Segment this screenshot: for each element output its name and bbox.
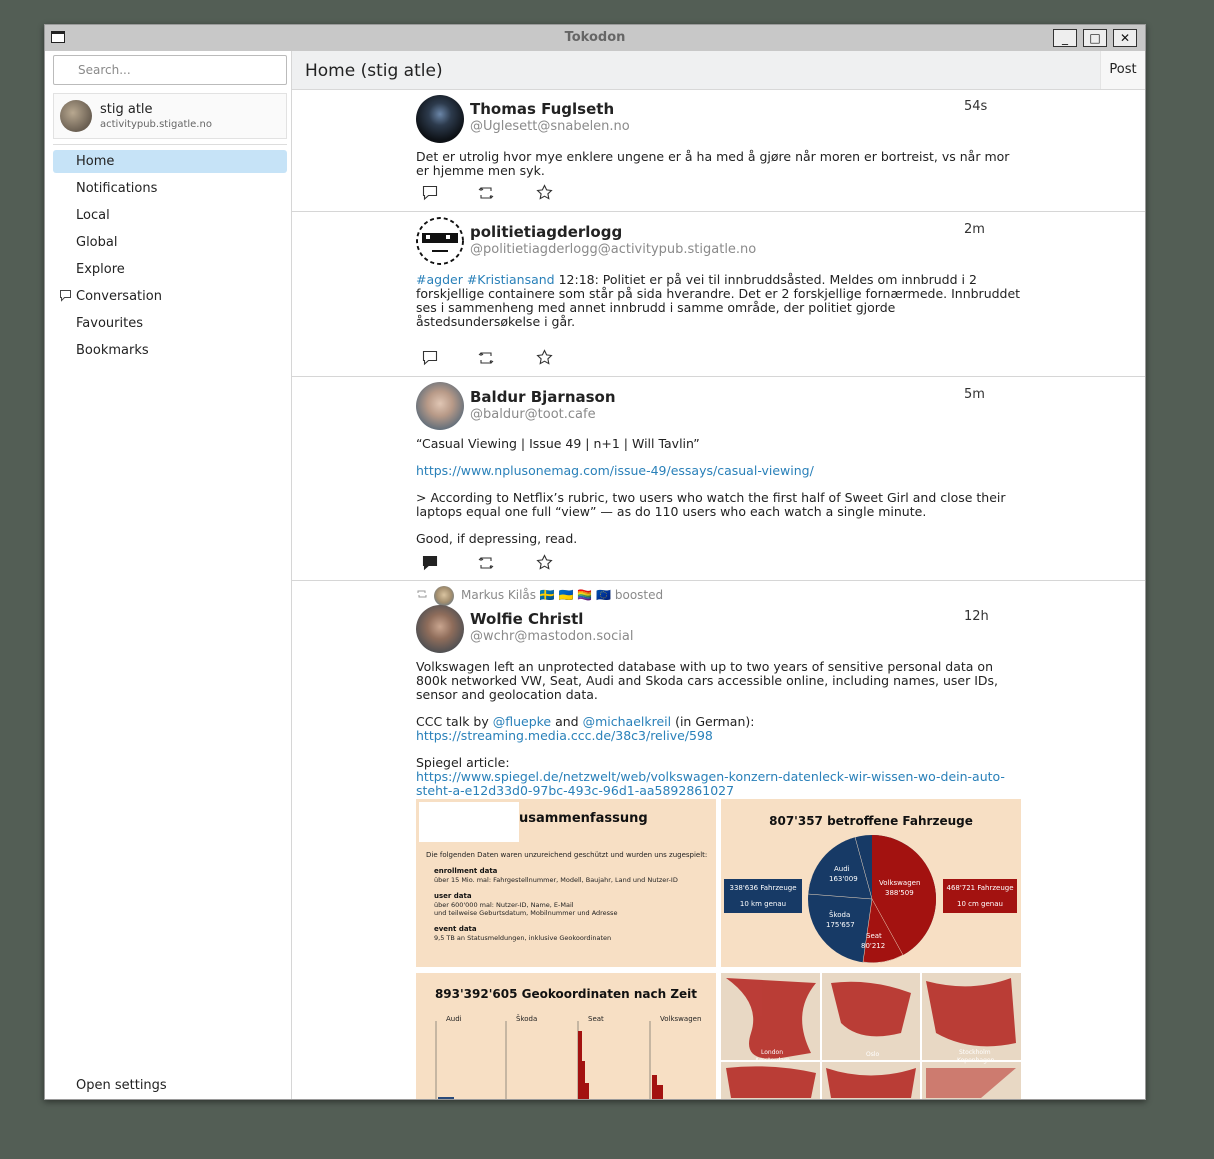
- map-label: Amsterdam: [755, 1057, 790, 1064]
- legend-text: 10 km genau: [739, 900, 787, 908]
- post-timestamp: 54s: [964, 99, 988, 114]
- post-text: Det er utrolig hvor mye enklere ungene er å ha med å gjøre når moren er bortreist, vs når mor er hjemme men syk.: [416, 149, 1010, 178]
- sidebar-item-explore[interactable]: [53, 258, 287, 285]
- slide-text: über 15 Mio. mal: Fahrgestellnummer, Modell, Baujahr, Land und Nutzer-ID: [434, 876, 678, 884]
- histogram-graphic: [416, 1021, 716, 1099]
- account-instance: activitypub.stigatle.no: [100, 119, 212, 130]
- maximize-button[interactable]: □: [1083, 29, 1107, 47]
- media-attachment[interactable]: [721, 799, 1021, 967]
- search-input[interactable]: [54, 56, 286, 84]
- sidebar-item-label: Local: [76, 208, 110, 223]
- hashtag-link[interactable]: #Kristiansand: [466, 272, 555, 287]
- sidebar-item-label: Explore: [76, 262, 125, 277]
- chart-label: Volkswagen: [660, 1015, 702, 1023]
- sidebar-item-conversation[interactable]: [53, 285, 287, 312]
- timeline[interactable]: [292, 89, 1145, 1099]
- pie-label: 163'009: [829, 875, 858, 883]
- boosted-by-label[interactable]: Markus Kilås 🇸🇪 🇺🇦 🏳️‍🌈 🇪🇺 boosted: [461, 588, 664, 602]
- post-text: “Casual Viewing | Issue 49 | n+1 | Will Tavlin”: [416, 436, 700, 451]
- sidebar-item-label: Conversation: [76, 289, 162, 304]
- sidebar-item-label: Notifications: [76, 181, 158, 196]
- sidebar-item-global[interactable]: [53, 231, 287, 258]
- pie-label: Škoda: [829, 911, 851, 919]
- slide-text: über 600'000 mal: Nutzer-ID, Name, E-Mail: [434, 901, 574, 909]
- heatmap-graphic: [721, 973, 1021, 1099]
- post-author-name[interactable]: politietiagderlogg: [470, 223, 623, 241]
- slide-text: und teilweise Geburtsdatum, Mobilnummer und Adresse: [434, 909, 618, 917]
- avatar: [60, 100, 92, 132]
- search-box: [53, 55, 287, 85]
- pie-label: 80'212: [861, 942, 886, 950]
- post-text: (in German):: [671, 714, 755, 729]
- page-header: [292, 51, 1145, 90]
- sidebar-item-label: Favourites: [76, 316, 143, 331]
- post-author-handle: @wchr@mastodon.social: [470, 629, 634, 644]
- sidebar-item-label: Home: [76, 154, 115, 169]
- sidebar-item-bookmarks[interactable]: [53, 339, 287, 366]
- minimize-button[interactable]: _: [1053, 29, 1077, 47]
- pie-label: 175'657: [826, 921, 855, 929]
- avatar[interactable]: [416, 217, 464, 265]
- post-text: CCC talk by: [416, 714, 493, 729]
- post-author-handle: @politietiagderlogg@activitypub.stigatle.no: [470, 242, 757, 257]
- map-label: London: [761, 1049, 783, 1056]
- post-content: [416, 660, 1022, 798]
- mention-link[interactable]: @fluepke: [492, 714, 552, 729]
- post-timestamp: 12h: [964, 609, 989, 624]
- window-title: Tokodon: [564, 30, 626, 45]
- post-actions: [416, 183, 576, 201]
- post-content: [416, 273, 1022, 342]
- open-settings-link[interactable]: Open settings: [76, 1078, 167, 1093]
- reply-icon[interactable]: [422, 185, 438, 201]
- post-text: Good, if depressing, read.: [416, 531, 578, 546]
- post-card: [292, 89, 1145, 212]
- pie-label: 388'509: [885, 889, 914, 897]
- chart-label: Audi: [446, 1015, 462, 1023]
- post-text: Volkswagen left an unprotected database with up to two years of sensitive personal data on 800k networked VW, Seat, Audi and Skoda cars accessible online, including names, user IDs, sensor and geolocation data.: [416, 659, 999, 702]
- boost-icon[interactable]: [478, 555, 495, 571]
- title-bar[interactable]: [45, 25, 1145, 52]
- avatar[interactable]: [434, 586, 454, 606]
- avatar[interactable]: [416, 605, 464, 653]
- post-author-name[interactable]: Thomas Fuglseth: [470, 100, 615, 118]
- chat-bubble-icon: [59, 289, 72, 302]
- post-author-name[interactable]: Baldur Bjarnason: [470, 388, 616, 406]
- boost-icon[interactable]: [478, 185, 495, 201]
- media-attachment[interactable]: [416, 973, 716, 1099]
- post-author-name[interactable]: Wolfie Christl: [470, 610, 584, 628]
- account-name: stig atle: [100, 102, 153, 117]
- sidebar: [45, 51, 292, 1099]
- slide-title: usammenfassung: [519, 811, 648, 826]
- pie-label: Seat: [866, 932, 882, 940]
- sidebar-item-home[interactable]: [53, 150, 287, 173]
- post-text: 12:18: Politiet er på vei til innbruddsåsted. Meldes om innbrudd i 2 forskjellige containere som står på sida hverandre. Det er 2 forskjellige fornærmede. Innbruddet ses i sammenheng med annet innbrudd i samme område, der politiet gjorde åstedsundersøkelse i går.: [416, 272, 1021, 329]
- hashtag-link[interactable]: #agder: [416, 272, 463, 287]
- favourite-icon[interactable]: [536, 349, 553, 366]
- chart-label: Seat: [588, 1015, 604, 1023]
- slide-title: 893'392'605 Geokoordinaten nach Zeit: [434, 987, 698, 1001]
- map-label: Stockholm: [959, 1049, 991, 1056]
- post-content: [416, 437, 1022, 559]
- sidebar-item-local[interactable]: [53, 204, 287, 231]
- sidebar-item-favourites[interactable]: [53, 312, 287, 339]
- map-label: Oslo: [866, 1051, 880, 1058]
- slide-text: enrollment data: [434, 867, 498, 875]
- boost-icon[interactable]: [478, 350, 495, 366]
- post-card: [292, 581, 1145, 1099]
- account-switcher[interactable]: [53, 93, 287, 139]
- chart-label: Škoda: [516, 1015, 538, 1023]
- slide-title: 807'357 betroffene Fahrzeuge: [769, 814, 973, 828]
- post-timestamp: 5m: [964, 387, 985, 402]
- post-text: > According to Netflix’s rubric, two users who watch the first half of Sweet Girl and close their laptops equal one full “view” — as do 110 users who each watch a single minute.: [416, 490, 1006, 519]
- post-author-handle: @Uglesett@snabelen.no: [470, 119, 630, 134]
- slide-text: user data: [434, 892, 472, 900]
- post-card: [292, 377, 1145, 581]
- post-text: and: [551, 714, 583, 729]
- sidebar-item-label: Bookmarks: [76, 343, 149, 358]
- media-attachment[interactable]: [416, 799, 716, 967]
- pie-label: Audi: [834, 865, 850, 873]
- avatar[interactable]: [416, 95, 464, 143]
- favourite-icon[interactable]: [536, 554, 553, 571]
- sidebar-nav: [53, 150, 287, 366]
- legend-text: 338'636 Fahrzeuge: [729, 884, 797, 892]
- page-title: Home (stig atle): [305, 61, 443, 81]
- close-button[interactable]: ✕: [1113, 29, 1137, 47]
- main-area: [292, 51, 1145, 1099]
- slide-text: event data: [434, 925, 477, 933]
- media-attachment[interactable]: [721, 973, 1021, 1099]
- legend-box: [724, 879, 802, 913]
- sidebar-divider: [53, 144, 287, 145]
- pie-label: Volkswagen: [879, 879, 921, 887]
- legend-text: 10 cm genau: [957, 900, 1003, 908]
- post-timestamp: 2m: [964, 222, 985, 237]
- post-actions: [416, 348, 576, 366]
- post-link[interactable]: https://streaming.media.ccc.de/38c3/relive/598: [416, 728, 713, 743]
- app-window: [44, 24, 1146, 1100]
- post-text: Spiegel article:: [416, 755, 510, 770]
- sidebar-item-label: Global: [76, 235, 118, 250]
- reply-icon[interactable]: [422, 350, 438, 366]
- legend-box: [943, 879, 1017, 913]
- sidebar-item-notifications[interactable]: [53, 177, 287, 204]
- reply-icon[interactable]: [422, 555, 438, 571]
- post-actions: [416, 553, 576, 571]
- favourite-icon[interactable]: [536, 184, 553, 201]
- post-author-handle: @baldur@toot.cafe: [470, 407, 596, 422]
- post-button[interactable]: Post: [1100, 51, 1145, 89]
- avatar[interactable]: [416, 382, 464, 430]
- legend-text: 468'721 Fahrzeuge: [946, 884, 1014, 892]
- post-link[interactable]: https://www.nplusonemag.com/issue-49/essays/casual-viewing/: [416, 463, 814, 478]
- boost-indicator-icon: [416, 588, 428, 600]
- slide-text: 9,5 TB an Statusmeldungen, inklusive Geokoordinaten: [434, 934, 612, 942]
- post-card: [292, 212, 1145, 377]
- post-link[interactable]: https://www.spiegel.de/netzwelt/web/volkswagen-konzern-datenleck-wir-wissen-wo-dein-auto-steht-a-e12d33d0-97bc-493c-96d1-aa5892861027: [416, 769, 1005, 798]
- slide-text: Die folgenden Daten waren unzureichend geschützt und wurden uns zugespielt:: [426, 851, 708, 859]
- mention-link[interactable]: @michaelkreil: [582, 714, 672, 729]
- redacted-block: [419, 802, 519, 842]
- map-label: Kopenhagen: [957, 1057, 995, 1064]
